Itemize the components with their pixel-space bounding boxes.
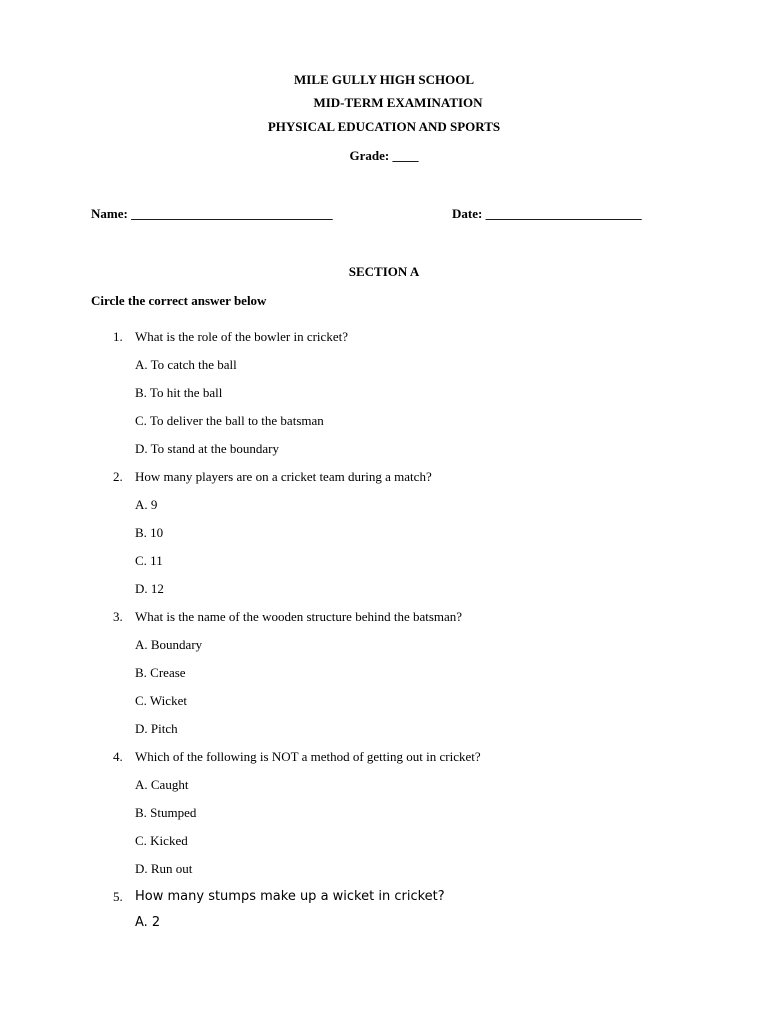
option-a[interactable]: A. 2 [135, 915, 161, 930]
question-number: 2. [113, 469, 123, 484]
option-d[interactable]: D. 12 [135, 581, 164, 596]
section-title: SECTION A [348, 264, 420, 279]
option-a[interactable]: A. 9 [135, 497, 158, 512]
option-d[interactable]: D. To stand at the boundary [135, 441, 279, 456]
option-a[interactable]: A. To catch the ball [135, 357, 237, 372]
option-c[interactable]: C. Kicked [135, 833, 188, 848]
exam-title: MID-TERM EXAMINATION [313, 95, 483, 110]
name-field: Name: _______________________________ [91, 206, 333, 221]
option-c[interactable]: C. 11 [135, 553, 163, 568]
question-number: 1. [113, 329, 123, 344]
option-d[interactable]: D. Pitch [135, 721, 178, 736]
option-b[interactable]: B. Stumped [135, 805, 197, 820]
option-b[interactable]: B. Crease [135, 665, 186, 680]
option-b[interactable]: B. To hit the ball [135, 385, 223, 400]
option-d[interactable]: D. Run out [135, 861, 193, 876]
question-text: What is the role of the bowler in cricket? [135, 329, 348, 344]
option-a[interactable]: A. Caught [135, 777, 189, 792]
question-text: How many players are on a cricket team during a match? [135, 469, 432, 484]
option-c[interactable]: C. To deliver the ball to the batsman [135, 413, 324, 428]
option-c[interactable]: C. Wicket [135, 693, 187, 708]
school-name: MILE GULLY HIGH SCHOOL [294, 72, 474, 87]
subject-title: PHYSICAL EDUCATION AND SPORTS [267, 119, 501, 134]
option-b[interactable]: B. 10 [135, 525, 164, 540]
question-text: Which of the following is NOT a method of getting out in cricket? [135, 749, 481, 764]
question-number: 3. [113, 609, 123, 624]
date-field: Date: ________________________ [452, 206, 642, 221]
question-number: 5. [113, 889, 123, 904]
instructions: Circle the correct answer below [91, 293, 267, 308]
question-text: What is the name of the wooden structure behind the batsman? [135, 609, 463, 624]
option-a[interactable]: A. Boundary [135, 637, 203, 652]
question-number: 4. [113, 749, 123, 764]
question-text: How many stumps make up a wicket in cricket? [135, 889, 445, 904]
grade-field: Grade: ____ [349, 148, 419, 163]
